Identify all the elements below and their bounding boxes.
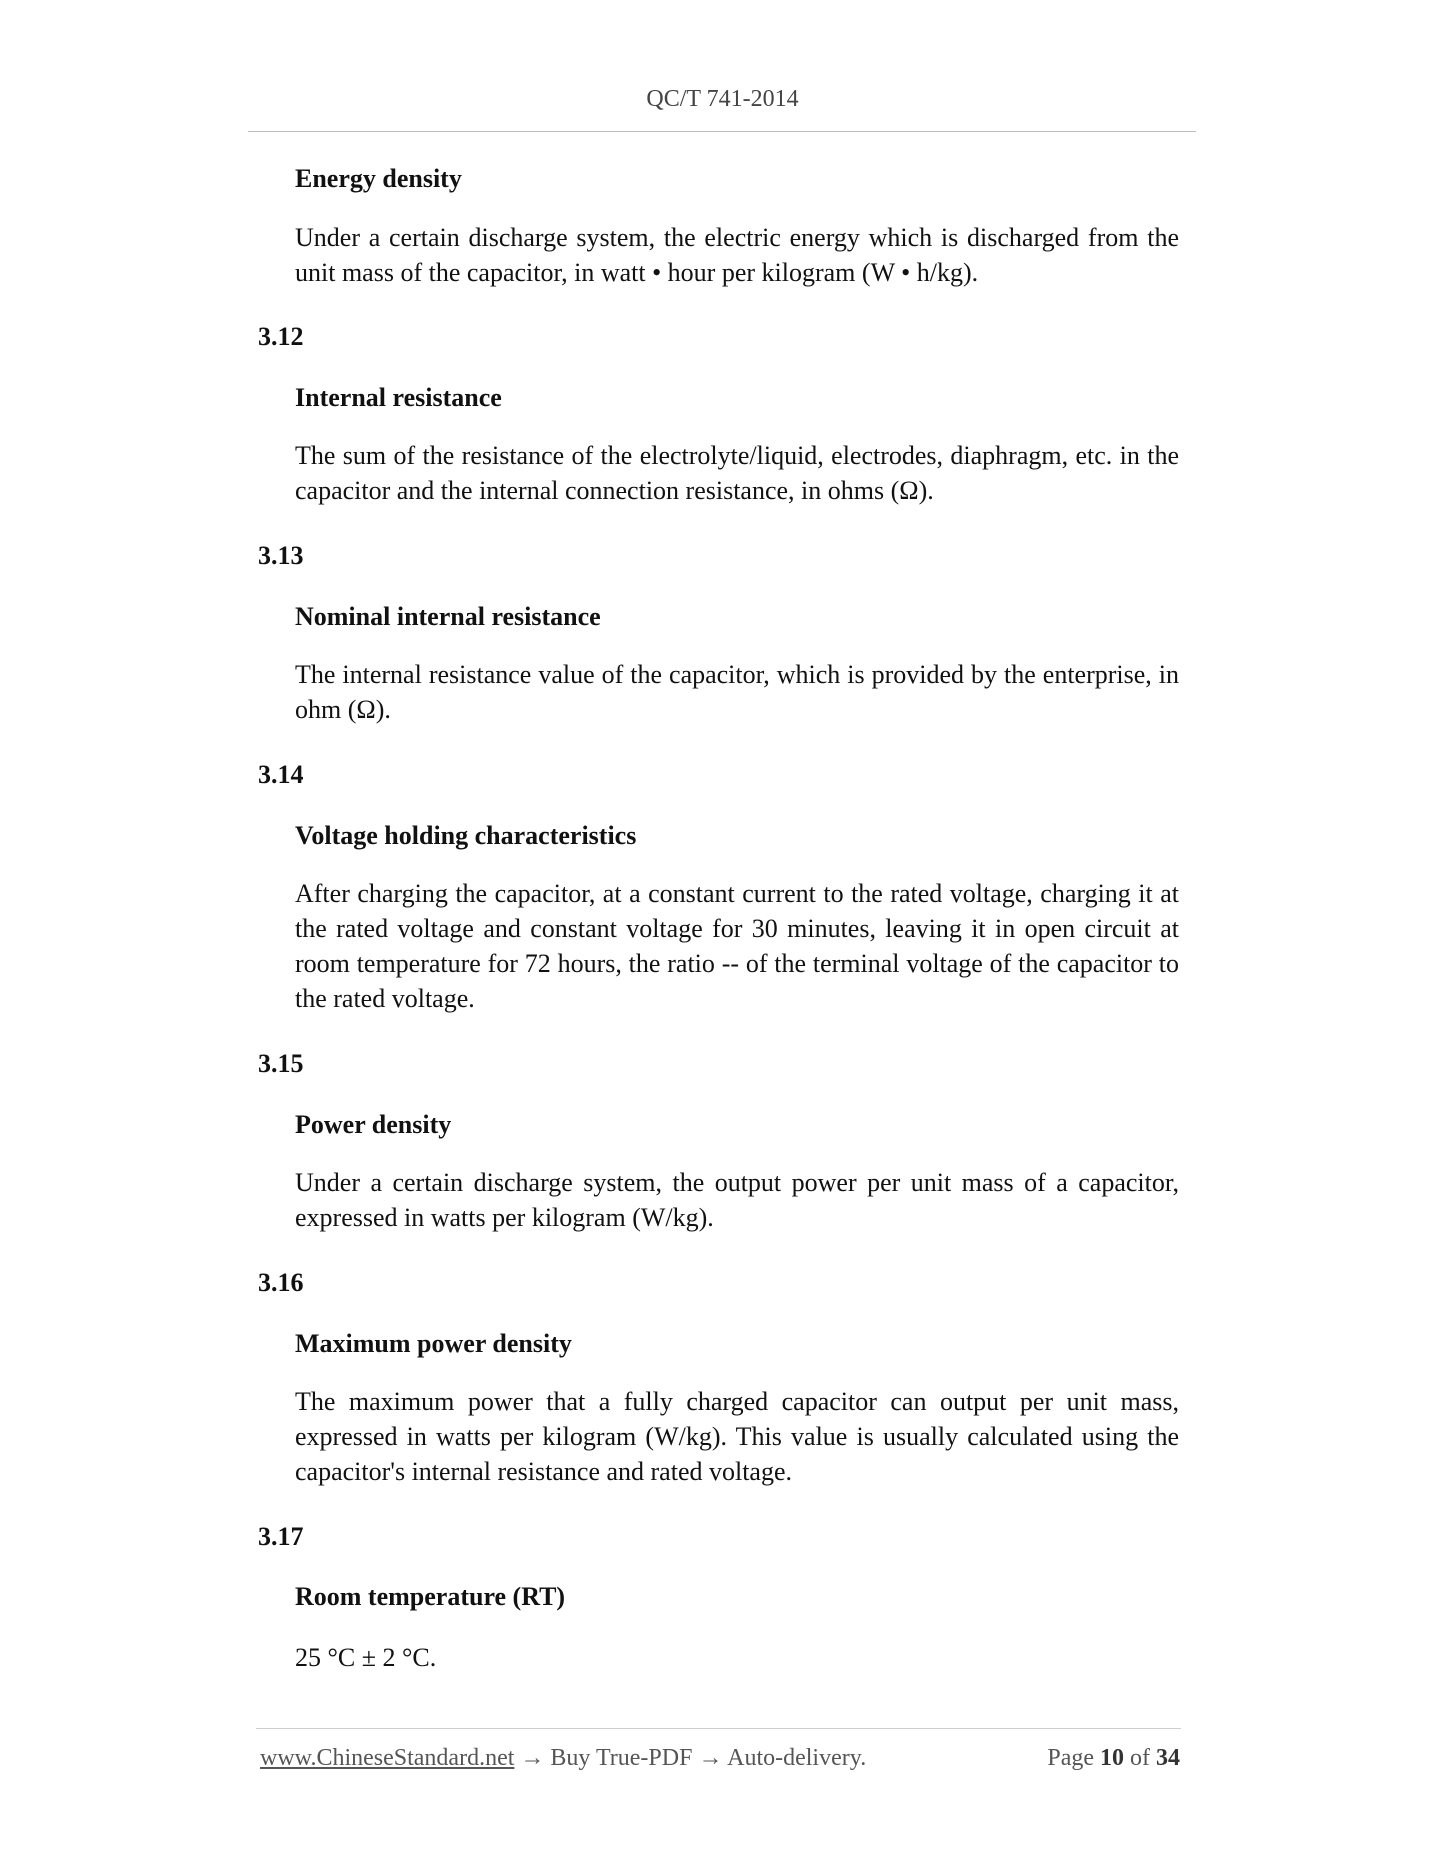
document-code: QC/T 741-2014 — [646, 86, 799, 112]
clause-number: 3.13 — [258, 541, 304, 570]
clause-number: 3.15 — [258, 1049, 304, 1078]
term-definition: Under a certain discharge system, the electric energy which is discharged from the unit mass of the capacitor, in watt • hour per kilogram (W • h/kg). — [295, 223, 1179, 287]
term-definition: Under a certain discharge system, the output power per unit mass of a capacitor, expressed in watts per kilogram (W/kg). — [295, 1168, 1179, 1232]
footer-promo-text: → Buy True-PDF → Auto-delivery. — [514, 1745, 867, 1771]
term-definition: 25 °C ± 2 °C. — [295, 1643, 437, 1672]
term-heading: Energy density — [295, 164, 462, 193]
term-heading: Internal resistance — [295, 383, 502, 412]
footer-promo — [260, 1745, 866, 1772]
page-label: Page — [1047, 1745, 1094, 1771]
term-heading: Maximum power density — [295, 1329, 572, 1358]
term-definition: After charging the capacitor, at a constant current to the rated voltage, charging it at the rated voltage and constant voltage for 30 minutes, leaving it in open circuit at room temperature for 72 hours, the ratio -- of the terminal voltage of the capacitor to the rated voltage. — [295, 879, 1179, 1013]
term-definition: The maximum power that a fully charged capacitor can output per unit mass, expressed in watts per kilogram (W/kg). This value is usually calculated using the capacitor's internal resistance and rated voltage. — [295, 1387, 1179, 1486]
clause-number: 3.12 — [258, 322, 304, 351]
term-heading: Voltage holding characteristics — [295, 821, 637, 850]
term-heading: Nominal internal resistance — [295, 602, 601, 631]
website-link[interactable]: www.ChineseStandard.net — [260, 1745, 515, 1771]
term-heading: Room temperature (RT) — [295, 1582, 566, 1611]
page-indicator — [1047, 1745, 1180, 1772]
clause-number: 3.16 — [258, 1268, 304, 1297]
term-definition: The internal resistance value of the capacitor, which is provided by the enterprise, in ohm (Ω). — [295, 660, 1179, 724]
term-definition: The sum of the resistance of the electrolyte/liquid, electrodes, diaphragm, etc. in the capacitor and the internal connection resistance, in ohms (Ω). — [295, 441, 1179, 505]
page-of-label: of — [1130, 1745, 1150, 1771]
page-current: 10 — [1100, 1745, 1124, 1771]
term-heading: Power density — [295, 1110, 452, 1139]
page-total: 34 — [1156, 1745, 1180, 1771]
clause-number: 3.14 — [258, 760, 304, 789]
clause-number: 3.17 — [258, 1522, 304, 1551]
header-divider — [248, 131, 1196, 132]
footer-divider — [256, 1728, 1181, 1729]
